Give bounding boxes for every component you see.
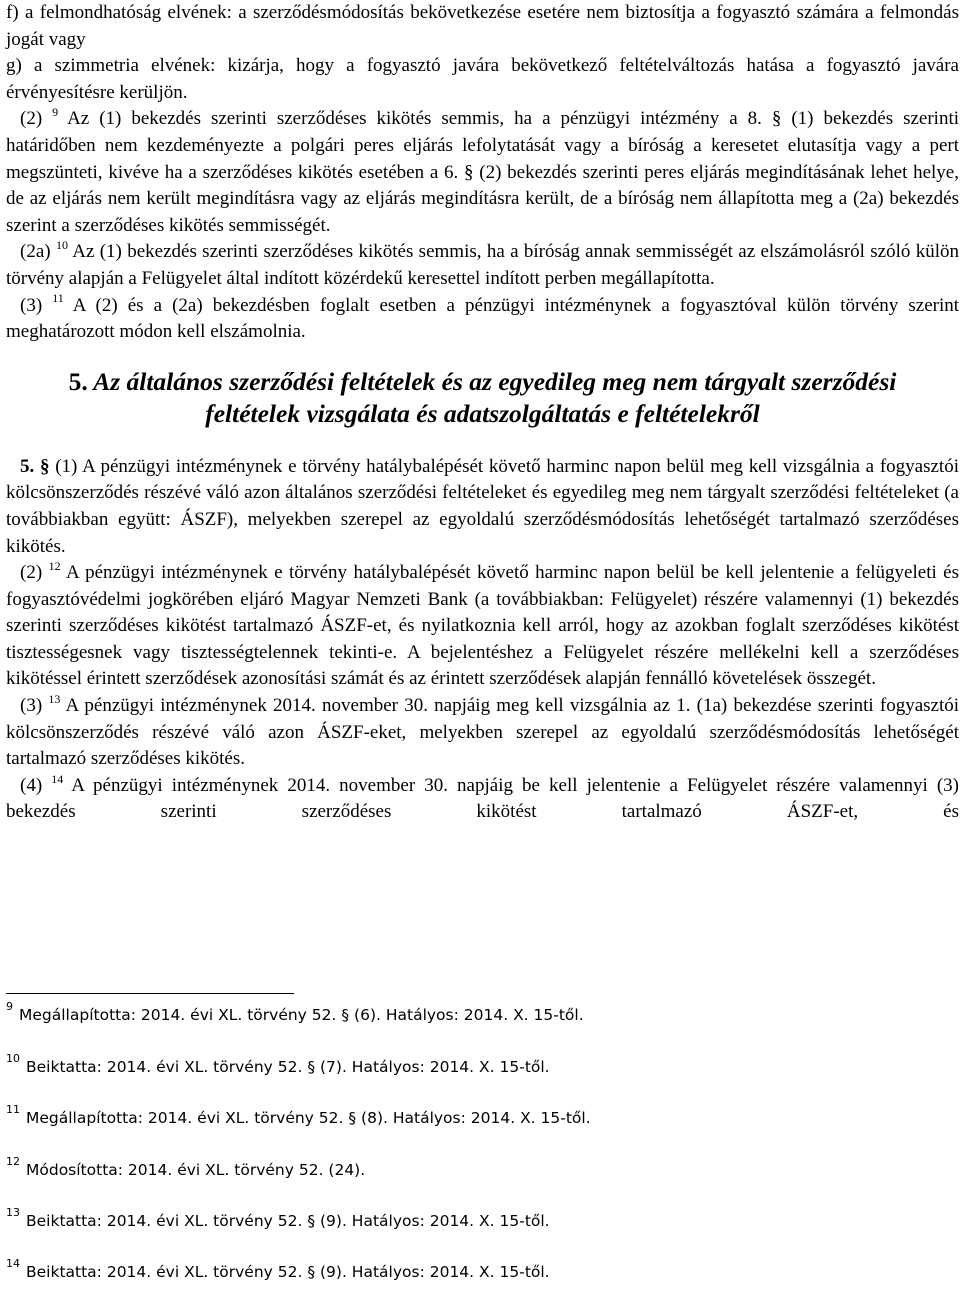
heading-line-2: feltételek vizsgálata és adatszolgáltatás e feltételekről	[205, 398, 760, 428]
footnote-number: 9	[6, 999, 13, 1013]
footnote-ref[interactable]: 14	[51, 771, 64, 786]
section5-paragraph-1	[6, 454, 959, 560]
paragraph-text: Az (1) bekezdés szerinti szerződéses kikötés semmis, ha a pénzügyi intézmény a 8. § (1) bekezdés szerinti határidőben nem kezdeményezte a polgári peres eljárás lefolytatását vagy a bíróság a keresetet elutasítja vagy a pert megszünteti, kivéve ha a szerződéses kikötés esetében a 6. § (2) bekezdés szerinti peres eljárás megindításának lehet helye, de az eljárás nem került megindításra vagy az eljárás megindításra került, de a bíróság nem állapította meg a (2a) bekezdés szerint a szerződéses kikötés semmisségét.	[6, 108, 960, 236]
paragraph-text: A pénzügyi intézménynek 2014. november 30. napjáig be kell jelentenie a Felügyelet részére valamennyi (3) bekezdés szerinti szerződéses kikötést tartalmazó ÁSZF-et, és	[6, 774, 960, 823]
paragraph-number: (4)	[20, 774, 43, 796]
document-page	[6, 0, 959, 826]
footnote-14	[6, 1256, 550, 1281]
paragraph-number: (3)	[20, 695, 43, 717]
paragraph-number: (3)	[20, 294, 43, 316]
footnote-ref[interactable]: 11	[52, 291, 64, 306]
footnote-ref[interactable]: 10	[55, 238, 68, 253]
paragraph-number: (2)	[20, 562, 43, 584]
paragraph-text: A pénzügyi intézménynek e törvény hatálybalépését követő harminc napon belül meg kell vizsgálnia a fogyasztói kölcsönszerződés részévé váló azon általános szerződési feltételeket és egyedileg meg nem tárgyalt szerződési feltételeket (a továbbiakban együtt: ÁSZF), melyekben szerepel az egyoldalú szerződésmódosítás lehetőségét tartalmazó szerződéses kikötés.	[6, 455, 959, 557]
footnote-9	[6, 999, 584, 1024]
footnote-text: Beiktatta: 2014. évi XL. törvény 52. § (7). Hatályos: 2014. X. 15-től.	[26, 1058, 550, 1076]
footnote-number: 11	[6, 1102, 20, 1116]
heading-line-1: Az általános szerződési feltételek és az egyedileg meg nem tárgyalt szerződési	[93, 366, 897, 396]
footnote-number: 14	[6, 1256, 20, 1270]
paragraph-text: A pénzügyi intézménynek e törvény hatálybalépését követő harminc napon belül be kell jelentenie a felügyeleti és fogyasztóvédelmi jogkörében eljáró Magyar Nemzeti Bank (a továbbiakban: Felügyelet) részére valamennyi (1) bekezdés szerinti szerződéses kikötést tartalmazó ÁSZF-et, és nyilatkoznia kell arról, hogy az azokban foglalt szerződéses kikötést tisztességesnek vagy tisztességtelennek tekinti-e. A bejelentéshez a Felügyelet részére mellékelni kell a szerződéses kikötéssel érintett szerződések azonosítási számát és az érintett szerződések alapján fennálló követelések összegét.	[6, 562, 960, 690]
paragraph-number: (2)	[20, 108, 43, 130]
paragraph-text: A pénzügyi intézménynek 2014. november 30. napjáig meg kell vizsgálnia az 1. (1a) bekezdése szerinti fogyasztói kölcsönszerződés részévé váló azon ÁSZF-eket, melyekben szerepel az egyoldalú szerződésmódosítás lehetőségét tartalmazó szerződéses kikötés.	[6, 695, 960, 770]
footnote-12	[6, 1154, 366, 1179]
paragraph-2	[6, 106, 959, 239]
footnote-number: 10	[6, 1051, 20, 1065]
paragraph-text: g) a szimmetria elvének: kizárja, hogy a fogyasztó javára bekövetkező feltételváltozás hatása a fogyasztó javára érvényesítésre kerüljön.	[6, 55, 959, 103]
paragraph-text: f) a felmondhatóság elvének: a szerződésmódosítás bekövetkezése esetére nem biztosítja a fogyasztó számára a felmondás jogát vagy	[6, 2, 959, 50]
footnote-ref[interactable]: 12	[48, 558, 61, 573]
paragraph-text: A (2) és a (2a) bekezdésben foglalt esetben a pénzügyi intézménynek a fogyasztóval külön törvény szerint meghatározott módon kell elszámolnia.	[6, 294, 960, 343]
paragraph-number: (2a)	[20, 241, 51, 263]
paragraph-2a	[6, 239, 959, 292]
section-mark: 5. §	[20, 455, 50, 477]
paragraph-g	[6, 53, 959, 106]
section5-paragraph-4	[6, 773, 959, 826]
footnote-number: 12	[6, 1154, 20, 1168]
footnote-text: Megállapította: 2014. évi XL. törvény 52. § (6). Hatályos: 2014. X. 15-től.	[19, 1006, 584, 1024]
footnote-text: Beiktatta: 2014. évi XL. törvény 52. § (9). Hatályos: 2014. X. 15-től.	[26, 1263, 550, 1281]
footnote-13	[6, 1205, 550, 1230]
footnote-text: Megállapította: 2014. évi XL. törvény 52. § (8). Hatályos: 2014. X. 15-től.	[26, 1109, 591, 1127]
paragraph-3	[6, 293, 959, 346]
footnote-number: 13	[6, 1205, 20, 1219]
section5-paragraph-2	[6, 560, 959, 693]
footnote-separator	[6, 993, 294, 994]
footnote-10	[6, 1051, 550, 1076]
footnote-text: Módosította: 2014. évi XL. törvény 52. (24).	[26, 1161, 366, 1179]
section5-paragraph-3	[6, 693, 959, 773]
paragraph-number: (1)	[55, 455, 78, 477]
section-number: 5.	[68, 366, 88, 396]
section-heading	[6, 366, 959, 430]
paragraph-text: Az (1) bekezdés szerinti szerződéses kikötés semmis, ha a bíróság annak semmisségét az elszámolásról szóló külön törvény alapján a Felügyelet által indított közérdekű keresettel indított perben megállapította.	[6, 241, 960, 289]
footnote-ref[interactable]: 13	[48, 691, 61, 706]
paragraph-f	[6, 0, 959, 53]
footnote-ref[interactable]: 9	[52, 105, 59, 120]
footnote-text: Beiktatta: 2014. évi XL. törvény 52. § (9). Hatályos: 2014. X. 15-től.	[26, 1212, 550, 1230]
footnote-11	[6, 1102, 591, 1127]
